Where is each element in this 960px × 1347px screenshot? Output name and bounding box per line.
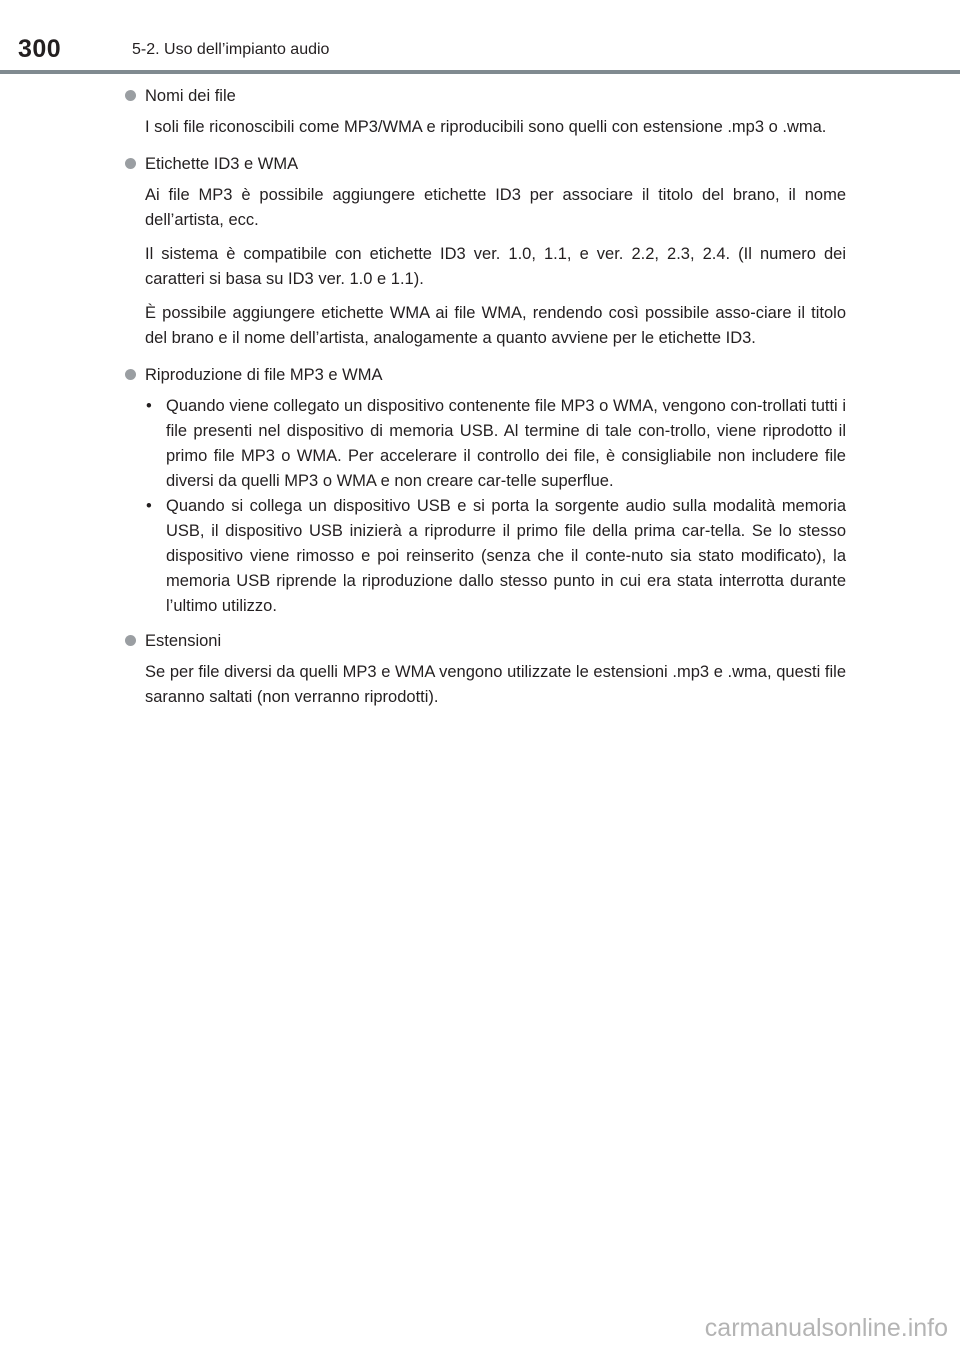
list-item [145,494,846,619]
header-rule [0,70,960,74]
bullet-list [145,394,846,619]
section-id3-wma-tags [126,152,846,351]
page-number: 300 [18,35,62,63]
paragraph: Se per file diversi da quelli MP3 e WMA vengono utilizzate le estensioni .mp3 e .wma, questi file saranno saltati (non verranno riprodotti). [145,663,846,706]
section-heading [145,363,846,387]
section-heading-text: Estensioni [145,632,222,650]
list-item-text: Quando viene collegato un dispositivo contenente file MP3 o WMA, vengono con-trollati tutti i file presenti nel dispositivo di memoria USB. Al termine di tale con-trollo, viene riprodotto il primo file MP3 o WMA. Per accelerare il controllo dei file, è consigliabile non includere file diversi da quelli MP3 o WMA e non creare car-telle superflue. [166,397,846,490]
section-heading-text: Etichette ID3 e WMA [145,155,299,173]
paragraph: Il sistema è compatibile con etichette ID3 ver. 1.0, 1.1, e ver. 2.2, 2.3, 2.4. (Il numero dei caratteri si basa su ID3 ver. 1.0 e 1.1). [145,245,846,288]
section-file-names [126,84,846,140]
section-extensions [126,629,846,710]
section-title: 5-2. Uso dell’impianto audio [132,41,330,58]
list-marker: • [146,497,152,515]
page-header [0,0,960,78]
filled-circle-icon [125,158,136,169]
section-heading [145,152,846,176]
paragraph: I soli file riconoscibili come MP3/WMA e riproducibili sono quelli con estensione .mp3 o .wma. [145,118,827,136]
list-item-text: Quando si collega un dispositivo USB e si porta la sorgente audio sulla modalità memoria USB, il dispositivo USB inizierà a riprodurre il primo file della prima car-tella. Se lo stesso dispositivo viene rimosso e poi reinserito (senza che il conte-nuto sia stato modificato), la memoria USB riprende la riproduzione dallo stesso punto in cui era stata interrotta durante l’ultimo utilizzo. [166,497,846,615]
paragraph: È possibile aggiungere etichette WMA ai file WMA, rendendo così possibile asso-ciare il titolo del brano e il nome dell’artista, analogamente a quanto avviene per le etichette ID3. [145,304,846,347]
section-heading-text: Riproduzione di file MP3 e WMA [145,366,383,384]
section-heading-text: Nomi dei file [145,87,236,105]
list-item [145,394,846,494]
filled-circle-icon [125,369,136,380]
section-heading [145,84,846,108]
page-content [126,84,846,722]
list-marker: • [146,397,152,415]
paragraph: Ai file MP3 è possibile aggiungere etichette ID3 per associare il titolo del brano, il nome dell’artista, ecc. [145,186,846,229]
filled-circle-icon [125,90,136,101]
filled-circle-icon [125,635,136,646]
section-playback [126,363,846,619]
section-heading [145,629,846,653]
watermark-text: carmanualsonline.info [704,1314,948,1342]
